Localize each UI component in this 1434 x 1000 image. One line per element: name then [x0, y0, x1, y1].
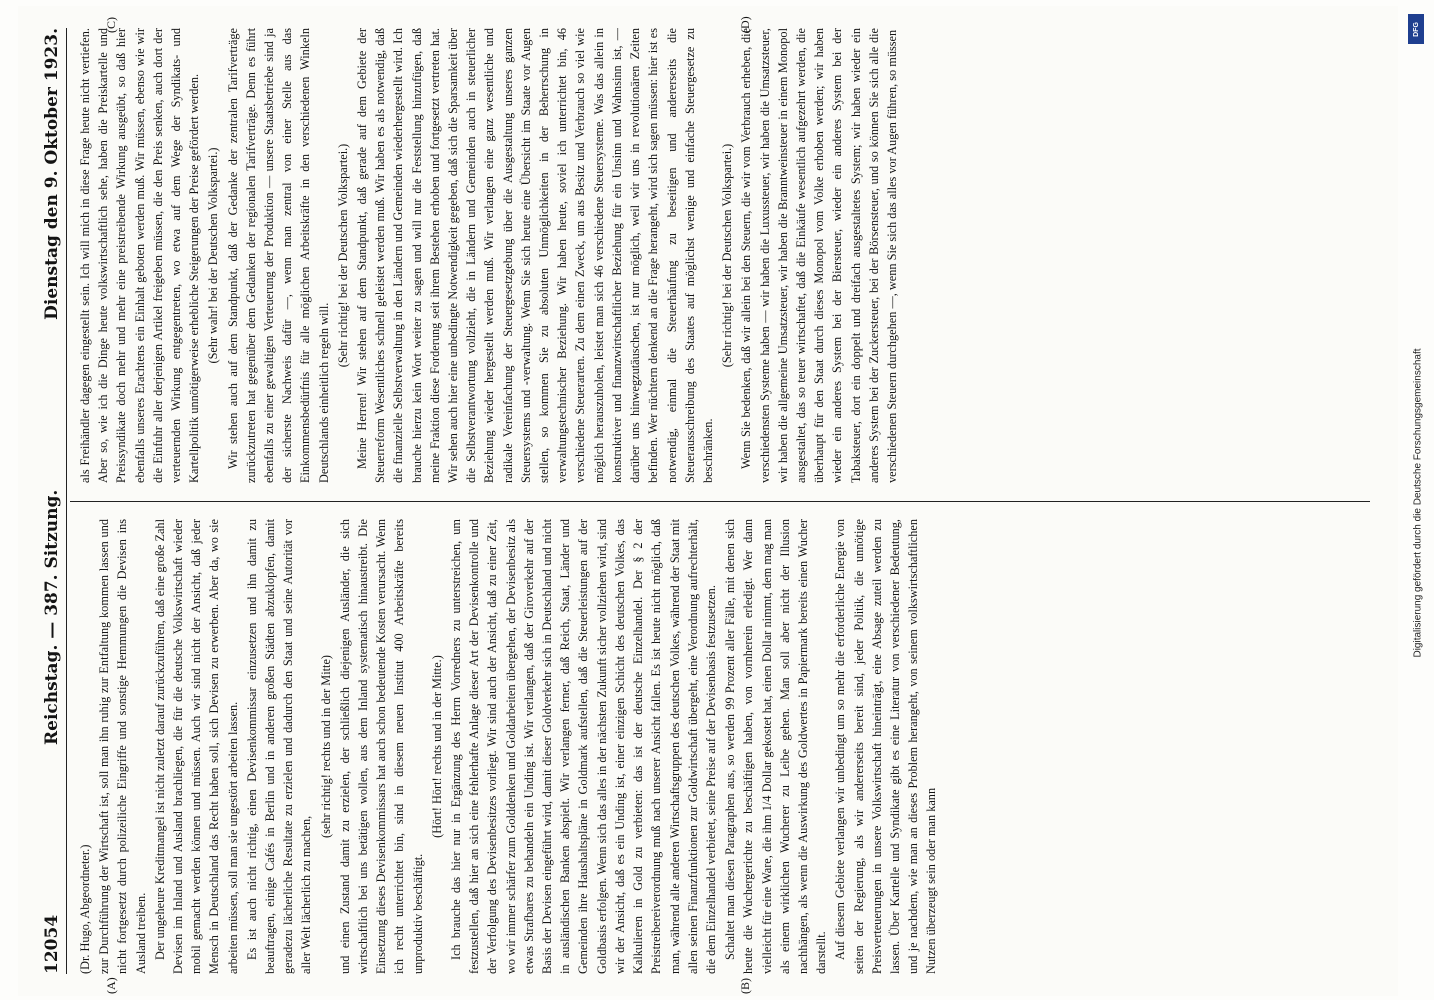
paragraph: Auf diesem Gebiete verlangen wir unbedingt um so mehr die erforderliche Energie von seiten der Regierung, als wir andererseits bereit sind, jeder Politik, die unnötige Preisverteuerungen in unsere Volkswirtschaft hineinträgt, eine Absage zuteil werden zu lassen. Über Kartelle und Syndikate gibt es eine Literatur von verschiedener Bedeutung, und je nachdem, wie man an dieses Problem herangeht, von seinem volkswirtschaftlichen Nutzen überzeugt sein oder man kann	[833, 519, 939, 974]
paragraph: Wenn Sie bedenken, daß wir allein bei den Steuern, die wir vom Verbrauch erheben, die verschiedensten Systeme haben — wir haben die Luxussteuer, wir haben die Umsatzsteuer, wir haben die allgemeine Umsatzsteuer, wir haben die Branntweinsteuer in einem Monopol ausgestaltet, das so teuer wirtschaftet, daß die Einkäufe wesentlich aufgezehrt werden, die überhaupt für den Staat durch dieses Monopol vom Volke erhoben werden; wir haben wieder ein anderes System bei der Biersteuer, wieder ein anderes System bei der Tabaksteuer, dort ein doppelt und dreifach ausgestaltetes System; wir haben wieder ein anderes System bei der Zuckersteuer, bei der Börsensteuer, und so können Sie sich alle die verschiedenen Steuern durchgehen —, wenn Sie sich das alles vor Augen führen, so müssen	[739, 28, 899, 483]
left-text-column	[76, 519, 1366, 974]
interjection: (Sehr richtig! bei der Deutschen Volkspartei.)	[720, 143, 735, 368]
paragraph: Es ist auch nicht richtig, einen Devisenkommissar einzusetzen und ihn damit zu beauftragen, einige Cafés in Berlin und in anderen großen Städten abzuklopfen, damit geradezu lächerliche Resultate zu erzielen und dadurch den Staat und seine Autorität vor aller Welt lächerlich zu machen,	[244, 519, 314, 974]
paragraph: Der ungeheure Kreditmangel ist nicht zuletzt darauf zurückzuführen, daß eine große Zahl Devisen im Inland und Ausland brachliegen, die für die deutsche Volkswirtschaft wieder mobil gemacht werden können und müssen. Auch wir sind nicht der Ansicht, daß jeder Mensch in Deutschland das Recht haben soll, sich Devisen zu erwerben. Aber da, wo sie arbeiten müssen, soll man sie ungestört arbeiten lassen.	[152, 519, 240, 974]
interjection: (Sehr richtig! bei der Deutschen Volkspartei.)	[335, 143, 350, 368]
credit-text: Digitalisierung gefördert durch die Deutsche Forschungsgemeinschaft	[1412, 348, 1424, 658]
rotated-sheet	[18, 6, 1398, 996]
margin-mark-d: (D)	[738, 16, 752, 33]
interjection: (sehr richtig! rechts und in der Mitte)	[318, 654, 333, 839]
margin-mark-a: (A)	[104, 977, 118, 994]
paragraph: Schaltet man diesen Paragraphen aus, so werden 99 Prozent aller Fälle, mit denen sich heute die Wuchergerichte zu beschäftigen haben, von vornherein erledigt. Wer dann vielleicht für eine Ware, die ihm 1/4 Dollar gekostet hat, einen Dollar nimmt, dem mag man als einem wirklichen Wucherer zu Leibe gehen. Man soll aber nicht der Illusion nachhängen, als wenn die Auswirkung des Goldwertes in Papiermark bereits einen Wucher darstellt.	[723, 519, 829, 974]
session-title: Reichstag. — 387. Sitzung.	[42, 489, 62, 745]
scanned-page	[18, 6, 1398, 996]
paragraph: Ich brauche das hier nur in Ergänzung des Herrn Vorredners zu unterstreichen, um festzustellen, daß hier an sich eine fehlerhafte Anlage dieser Art der Devisenkontrolle und der Verfolgung des Devisenbesitzes vorliegt. Wir sind auch der Ansicht, daß zu einer Zeit, wo wir immer schärfer zum Golddenken und Goldarbeiten übergehen, der Devisenbesitz als etwas Strafbares zu behandeln ein Unding ist. Wir verlangen, daß der Giroverkehr auf der Basis der Devisen eingeführt wird, damit dieser Goldverkehr sich in Deutschland und nicht in ausländischen Banken abspielt. Wir verlangen ferner, daß Reich, Staat, Länder und Gemeinden ihre Haushaltspläne in Goldmark aufstellen, daß die Steuerleistungen auf der Goldbasis erfolgen. Wenn sich das alles in der nächsten Zukunft sicher vollziehen wird, sind wir der Ansicht, daß es ein Unding ist, einer einzigen Schicht des deutschen Volkes, das Kalkulieren in Gold zu verbieten: das ist der deutsche Einzelhandel. Der § 2 der Preistreibereiverordnung muß nach unserer Ansicht fallen. Es ist heute nicht möglich, daß man, während alle anderen Wirtschaftsgruppen des deutschen Volkes, während der Staat mit allen seinen Finanzfunktionen zur Goldwirtschaft übergeht, eine Verordnung aufrechterhält, die dem Einzelhandel verbietet, seine Preise auf der Devisenbasis festzusetzen.	[449, 519, 718, 974]
page-number: 12054	[42, 914, 62, 974]
dfg-logo-icon: DFG	[1408, 14, 1424, 44]
running-header	[32, 28, 67, 974]
paragraph: Wir stehen auch auf dem Standpunkt, daß der Gedanke der zentralen Tarifverträge zurückzutreten hat gegenüber dem Gedanken der regionalen Tarifverträge. Denn es führt ebenfalls zu einer gewaltigen Verteuerung der Produktion — unsere Staatsbetriebe sind ja der sicherste Nachweis dafür —, wenn man zentral von einer Stelle aus das Einkommensbedürfnis für alle möglichen Arbeitskräfte in den verschiedenen Winkeln Deutschlands einheitlich regeln will.	[225, 28, 331, 483]
margin-mark-b: (B)	[738, 978, 752, 994]
column-divider	[70, 501, 1370, 502]
speaker-line: (Dr. Hugo, Abgeordneter.)	[78, 844, 92, 974]
digitization-credit	[1406, 8, 1430, 998]
session-date: Dienstag den 9. Oktober 1923.	[42, 28, 62, 320]
paragraph: als Freihändler dagegen eingestellt sein. Ich will mich in diese Frage heute nicht vertiefen. Aber so, wie ich die Dinge heute volkswirtschaftlich sehe, haben die Preiskartelle und Preissyndikate doch mehr und mehr eine preistreibende Wirkung ausgeübt, so daß hier ebenfalls unseres Erachtens ein Einhalt geboten werden muß. Wir müssen, ebenso wie wir die Einfuhr aller derjenigen Artikel freigeben müssen, die den Preis senken, auch dort der verteuernden Wirkung entgegentreten, wo etwa auf dem Wege der Syndikats- und Kartellpolitik unnötigerweise erhebliche Steigerungen der Preise gefördert werden.	[78, 28, 202, 483]
interjection: (Sehr wahr! bei der Deutschen Volkspartei.)	[206, 147, 221, 364]
paragraph: Meine Herren! Wir stehen auf dem Standpunkt, daß gerade auf dem Gebiete der Steuerreform Wesentliches schnell geleistet werden muß. Wir haben es als notwendig, daß die finanzielle Selbstverwaltung in den Ländern und Gemeinden wiederhergestellt wird. Ich brauche hierzu kein Wort weiter zu sagen und will nur die Feststellung hinzufügen, daß meine Fraktion diese Forderung seit ihrem Bestehen erhoben und fortgesetzt vertreten hat. Wir sehen auch hier eine unbedingte Notwendigkeit gegeben, daß sich die Sparsamkeit über die Selbstverantwortung vollzieht, die in Ländern und Gemeinden auch in steuerlicher Beziehung wieder hergestellt werden muß. Wir verlangen eine ganz wesentliche und radikale Vereinfachung der Steuergesetzgebung über die Ausgestaltung unseres ganzen Steuersystems und -verwaltung. Wenn Sie sich heute eine Übersicht im Staate vor Augen stellen, so kommen Sie zu absoluten Unmöglichkeiten in der Beherrschung in verwaltungstechnischer Beziehung. Wir haben heute, soviel ich unterrichtet bin, 46 verschiedene Steuerarten. Zu dem einen Zweck, um aus Besitz und Verbrauch so viel wie möglich herauszuholen, leistet man sich 46 verschiedene Steuersysteme. Was das allein in konstruktiver und finanzwirtschaftlicher Beziehung für ein Unsinn und Wahnsinn ist, — darüber uns hinwegzutäuschen, ist nur möglich, weil wir uns in revolutionären Zeiten befinden. Wer nüchtern denkend an die Frage herangeht, wird sich sagen müssen: hier ist es notwendig, einmal die Steuerhäufung zu beseitigen und andererseits die Steuerausschreibung des Staates auf möglichst wenige und einfache Steuergesetze zu beschränken.	[355, 28, 715, 483]
interjection: (Hört! Hört! rechts und in der Mitte.)	[429, 655, 444, 838]
paragraph: und einen Zustand damit zu erzielen, der schließlich diejenigen Ausländer, die sich wirtschaftlich bei uns betätigen wollen, aus dem Inland systematisch hinaustreibt. Die Einsetzung dieses Devisenkommissars hat auch schon bedeutende Kosten verursacht. Wenn ich recht unterrichtet bin, sind in diesem neuen Institut 400 Arbeitskräfte bereits unproduktiv beschäftigt.	[337, 519, 425, 974]
paragraph: zur Durchführung der Wirtschaft ist, soll man ihn ruhig zur Entfaltung kommen lassen und nicht fortgesetzt durch polizeiliche Eingriffe und sonstige Hemmungen die Devisen ins Ausland treiben.	[97, 519, 148, 974]
margin-mark-c: (C)	[104, 17, 118, 33]
right-text-column	[76, 28, 1366, 483]
